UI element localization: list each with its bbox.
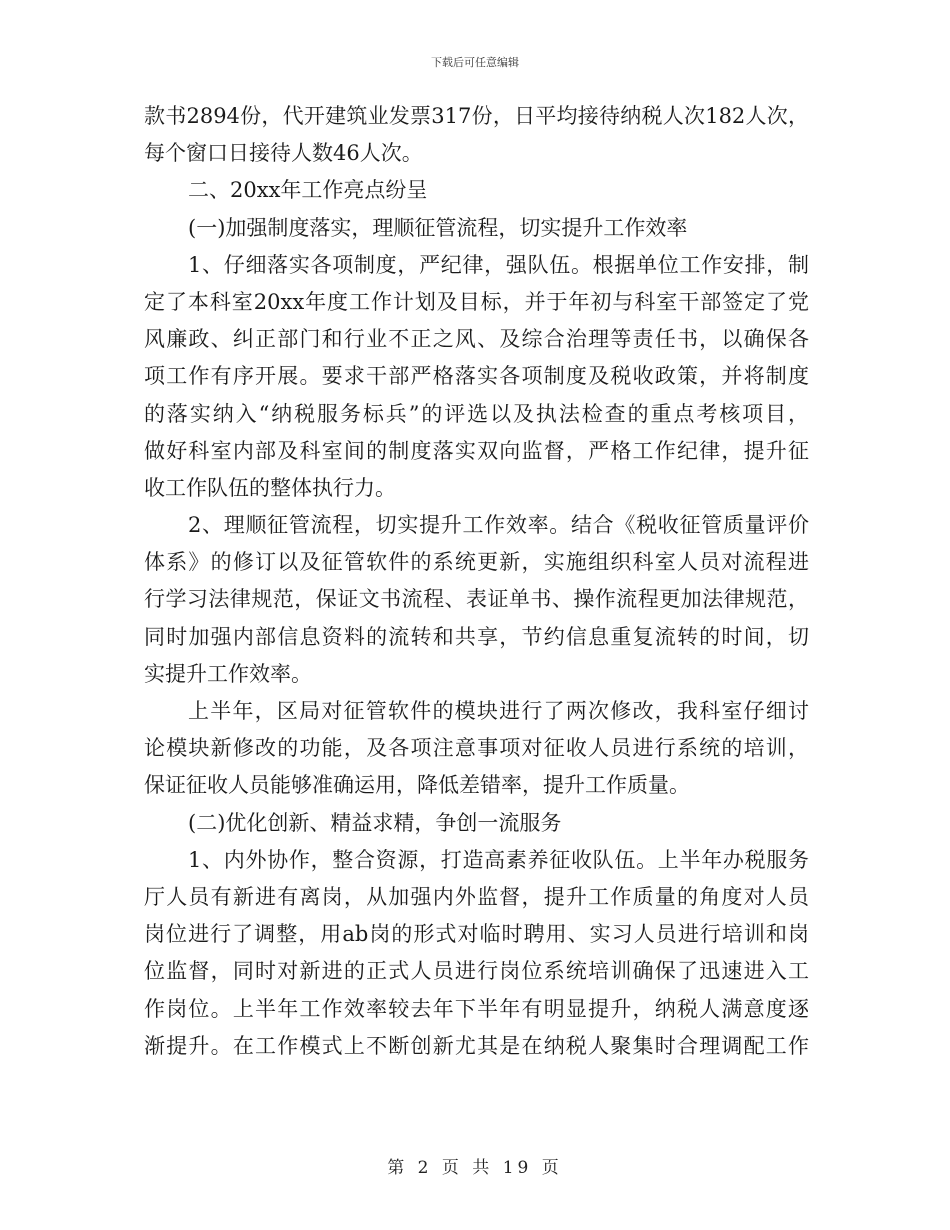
body-line: 的落实纳入“纳税服务标兵”的评选以及执法检查的重点考核项目， (144, 401, 809, 426)
body-line: 作岗位。上半年工作效率较去年下半年有明显提升，纳税人满意度逐 (144, 996, 809, 1021)
body-line: 上半年，区局对征管软件的模块进行了两次修改，我科室仔细讨 (188, 699, 809, 723)
body-line: 渐提升。在工作模式上不断创新尤其是在纳税人聚集时合理调配工作 (144, 1033, 809, 1058)
document-body (144, 98, 809, 1065)
body-line: 定了本科室20xx年度工作计划及目标，并于年初与科室干部签定了党 (144, 289, 809, 314)
page-header-note: 下载后可任意编辑 (431, 56, 519, 69)
body-line: 实提升工作效率。 (144, 661, 312, 686)
body-line: 每个窗口日接待人数46人次。 (144, 141, 423, 166)
body-line: 保证征收人员能够准确运用，降低差错率，提升工作质量。 (144, 773, 690, 798)
body-line: 体系》的修订以及征管软件的系统更新，实施组织科室人员对流程进 (144, 550, 809, 575)
body-line: 项工作有序开展。要求干部严格落实各项制度及税收政策，并将制度 (144, 364, 809, 389)
body-line: 厅人员有新进有离岗，从加强内外监督，提升工作质量的角度对人员 (144, 884, 809, 909)
body-line: 2、理顺征管流程，切实提升工作效率。结合《税收征管质量评价 (188, 513, 809, 538)
body-line: 收工作队伍的整体执行力。 (144, 475, 396, 500)
subsection-heading: (二)优化创新、精益求精，争创一流服务 (188, 810, 562, 835)
body-line: 论模块新修改的功能，及各项注意事项对征收人员进行系统的培训， (144, 736, 809, 761)
subsection-heading: (一)加强制度落实，理顺征管流程，切实提升工作效率 (188, 215, 688, 240)
body-line: 1、仔细落实各项制度，严纪律，强队伍。根据单位工作安排，制 (188, 252, 809, 277)
body-line: 款书2894份，代开建筑业发票317份，日平均接待纳税人次182人次， (144, 104, 809, 128)
body-line: 同时加强内部信息资料的流转和共享，节约信息重复流转的时间，切 (144, 624, 809, 649)
body-line: 做好科室内部及科室间的制度落实双向监督，严格工作纪律，提升征 (144, 438, 809, 463)
body-line: 风廉政、纠正部门和行业不正之风、及综合治理等责任书，以确保各 (144, 327, 809, 352)
body-line: 行学习法律规范，保证文书流程、表证单书、操作流程更加法律规范， (144, 587, 809, 612)
body-line: 位监督，同时对新进的正式人员进行岗位系统培训确保了迅速进入工 (144, 959, 809, 984)
page-number-footer: 第 2 页 共 19 页 (387, 1158, 563, 1178)
body-line: 岗位进行了调整，用ab岗的形式对临时聘用、实习人员进行培训和岗 (144, 922, 809, 947)
body-line: 1、内外协作，整合资源，打造高素养征收队伍。上半年办税服务 (188, 847, 809, 872)
section-heading: 二、20xx年工作亮点纷呈 (188, 178, 428, 203)
